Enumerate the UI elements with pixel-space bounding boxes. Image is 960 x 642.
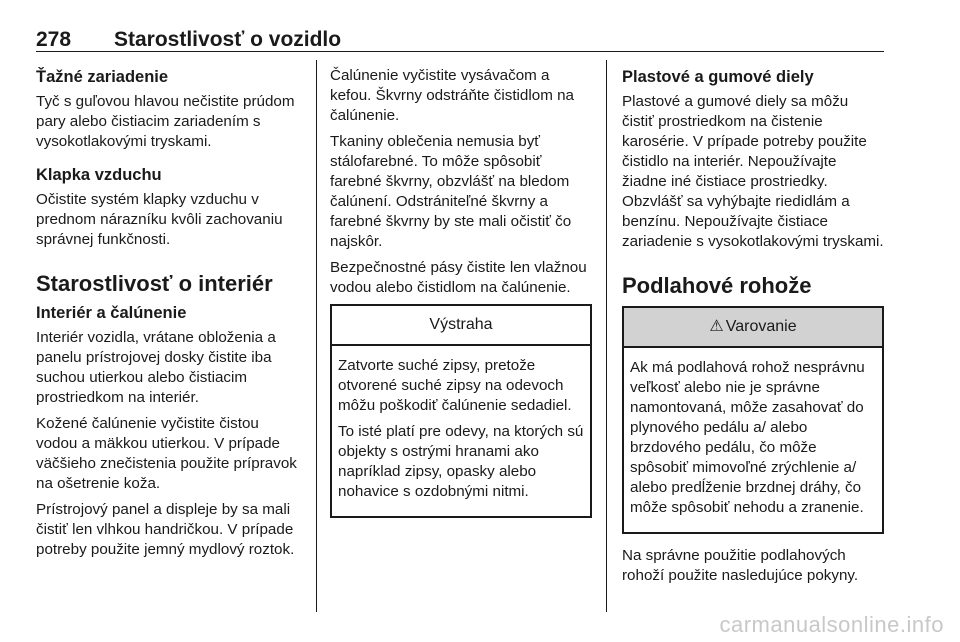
page-title: Starostlivosť o vozidlo	[114, 28, 342, 51]
warning-paragraph: Ak má podlahová rohož nesprávnu veľkosť alebo nie je správne namontovaná, môže zasahovať do plynového pedálu a/ alebo brzdového pedálu, čo môže spôsobiť mimovoľné zrýchlenie a/ alebo predĺženie brzdnej dráhy, čo môže spôsobiť nehodu a zranenie.	[630, 359, 865, 516]
heading-tow-hitch: Ťažné zariadenie	[36, 68, 169, 86]
column-divider-1	[316, 60, 317, 612]
caution-body	[332, 346, 590, 516]
caution-title: Výstraha	[332, 306, 590, 346]
watermark: carmanualsonline.info	[719, 612, 944, 637]
caution-paragraph-2: To isté platí pre odevy, na ktorých sú objekty s ostrými hranami ako napríklad zipsy, opasky alebo nohavice s ozdobnými nitmi.	[338, 423, 584, 500]
paragraph-tow-hitch: Tyč s guľovou hlavou nečistite prúdom pary alebo čistiacim zariadením s vysokotlakovými tryskami.	[36, 93, 295, 150]
paragraph-interior-3: Prístrojový panel a displeje by sa mali čistiť len vlhkou handričkou. V prípade potreby použite jemný mydlový roztok.	[36, 501, 295, 558]
column-divider-2	[606, 60, 607, 612]
paragraph-floor-mats: Na správne použitie podlahových rohoží použite nasledujúce pokyny.	[622, 547, 859, 584]
header-rule	[36, 51, 884, 52]
paragraph-interior-1: Interiér vozidla, vrátane obloženia a panelu prístrojovej dosky čistite iba suchou utierkou alebo čistiacim prostriedkom na interiér.	[36, 329, 276, 406]
caution-box	[330, 304, 592, 518]
paragraph-air-flap: Očistite systém klapky vzduchu v prednom nárazníku kvôli zachovaniu správnej funkčnosti.	[36, 191, 283, 248]
column-middle	[330, 66, 592, 530]
heading-interior-upholstery: Interiér a čalúnenie	[36, 304, 187, 322]
heading-floor-mats: Podlahové rohože	[622, 273, 812, 298]
page-header	[36, 28, 884, 52]
heading-air-flap: Klapka vzduchu	[36, 166, 162, 184]
caution-paragraph-1: Zatvorte suché zipsy, pretože otvorené suché zipsy na odevoch môžu poškodiť čalúnenie sedadiel.	[338, 357, 572, 414]
paragraph-interior-2: Kožené čalúnenie vyčistite čistou vodou a mäkkou utierkou. V prípade väčšieho znečistenia použite prípravok na ošetrenie koža.	[36, 415, 297, 492]
column-right	[622, 66, 884, 592]
warning-header	[624, 308, 882, 348]
paragraph-seat-belts: Bezpečnostné pásy čistite len vlažnou vodou alebo čistidlom na čalúnenie.	[330, 259, 587, 296]
heading-plastic-rubber: Plastové a gumové diely	[622, 68, 814, 86]
paragraph-plastic-rubber: Plastové a gumové diely sa môžu čistiť prostriedkom na čistenie karosérie. V prípade potreby použite čistidlo na interiér. Nepoužívajte žiadne iné čistiace prostriedky. Obzvlášť sa vyhýbajte riedidlám a benzínu. Nepoužívajte čistiace zariadenie s vysokotlakovými tryskami.	[622, 93, 884, 250]
warning-icon: ⚠	[709, 318, 724, 335]
warning-title: Varovanie	[725, 318, 797, 335]
warning-box	[622, 306, 884, 534]
column-left	[36, 66, 302, 566]
page-number: 278	[36, 28, 72, 51]
heading-interior-care: Starostlivosť o interiér	[36, 271, 273, 296]
paragraph-upholstery: Čalúnenie vyčistite vysávačom a kefou. Škvrny odstráňte čistidlom na čalúnenie.	[330, 67, 574, 124]
paragraph-fabrics: Tkaniny oblečenia nemusia byť stálofarebné. To môže spôsobiť farebné škvrny, obzvlášť na bledom čalúnení. Odstrániteľné škvrny a farebné škvrny by ste mali očistiť čo najskôr.	[330, 133, 572, 250]
warning-body	[624, 348, 882, 532]
